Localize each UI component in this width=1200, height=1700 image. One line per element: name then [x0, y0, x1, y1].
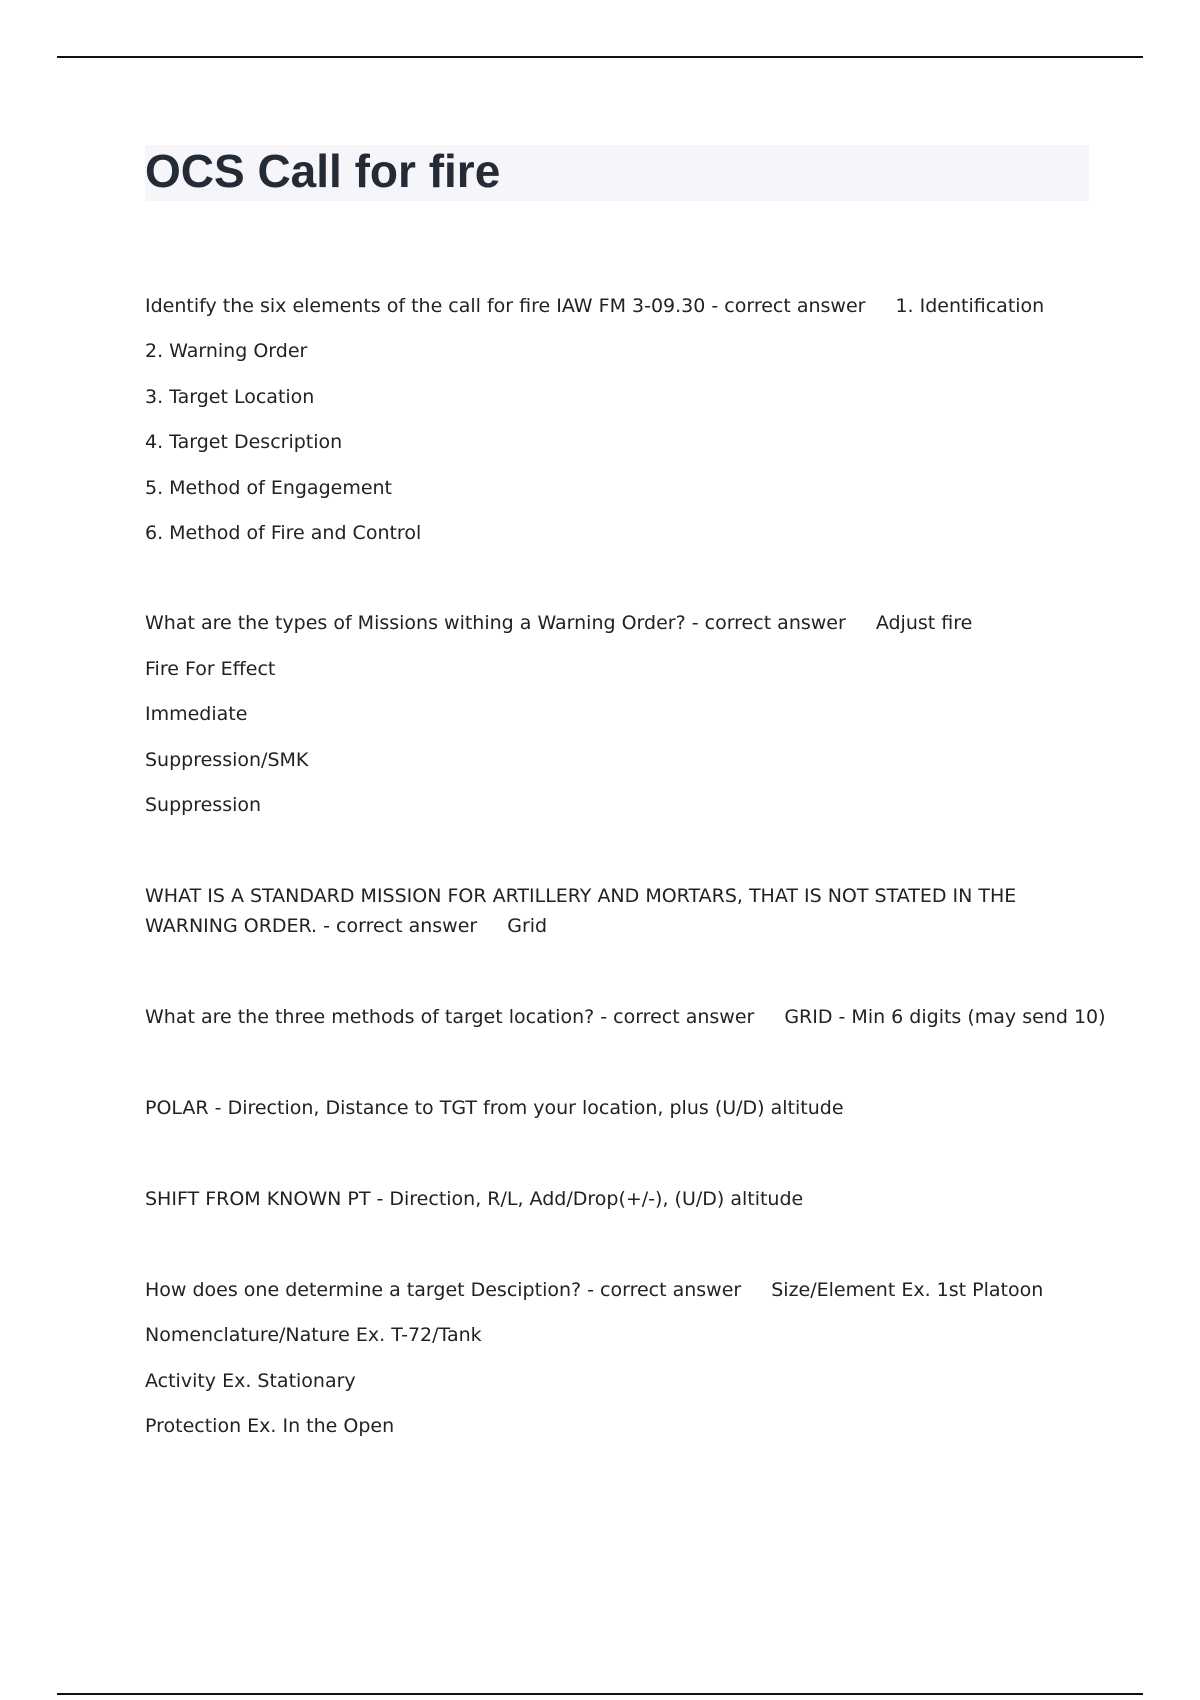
answer-text: 1. Identification	[895, 295, 1045, 317]
answer-line: Nomenclature/Nature Ex. T-72/Tank	[145, 1324, 482, 1346]
answer-line: Immediate	[145, 703, 248, 725]
question-text: What are the three methods of target location? - correct answer	[145, 1006, 755, 1028]
answer-text: Adjust fire	[875, 612, 973, 634]
bottom-divider	[57, 1693, 1143, 1695]
answer-line: Suppression	[145, 794, 262, 816]
answer-line: POLAR - Direction, Distance to TGT from your location, plus (U/D) altitude	[145, 1097, 844, 1119]
question-text: How does one determine a target Desciption? - correct answer	[145, 1279, 742, 1301]
answer-text: GRID - Min 6 digits (may send 10)	[784, 1006, 1106, 1028]
qa-question-line	[145, 1002, 1106, 1032]
answer-line: SHIFT FROM KNOWN PT - Direction, R/L, Add/Drop(+/-), (U/D) altitude	[145, 1188, 804, 1210]
question-text: Identify the six elements of the call for fire IAW FM 3-09.30 - correct answer	[145, 295, 866, 317]
answer-line: 2. Warning Order	[145, 340, 308, 362]
qa-question-line	[145, 1275, 1043, 1305]
answer-line: Activity Ex. Stationary	[145, 1370, 356, 1392]
answer-text: Size/Element Ex. 1st Platoon	[771, 1279, 1044, 1301]
question-text: What are the types of Missions withing a Warning Order? - correct answer	[145, 612, 846, 634]
qa-question-line	[145, 881, 1095, 941]
qa-question-line	[145, 291, 1044, 321]
answer-line: 5. Method of Engagement	[145, 477, 393, 499]
answer-text: Grid	[507, 915, 548, 937]
answer-line: 6. Method of Fire and Control	[145, 522, 422, 544]
qa-question-line	[145, 608, 972, 638]
answer-line: Suppression/SMK	[145, 749, 309, 771]
top-divider	[57, 56, 1143, 58]
page-title: OCS Call for fire	[145, 145, 501, 197]
answer-line: 4. Target Description	[145, 431, 343, 453]
question-text: WHAT IS A STANDARD MISSION FOR ARTILLERY AND MORTARS, THAT IS NOT STATED IN THE WARNING ORDER. - correct answer	[145, 885, 1017, 937]
answer-line: Fire For Effect	[145, 658, 276, 680]
answer-line: Protection Ex. In the Open	[145, 1415, 395, 1437]
answer-line: 3. Target Location	[145, 386, 315, 408]
